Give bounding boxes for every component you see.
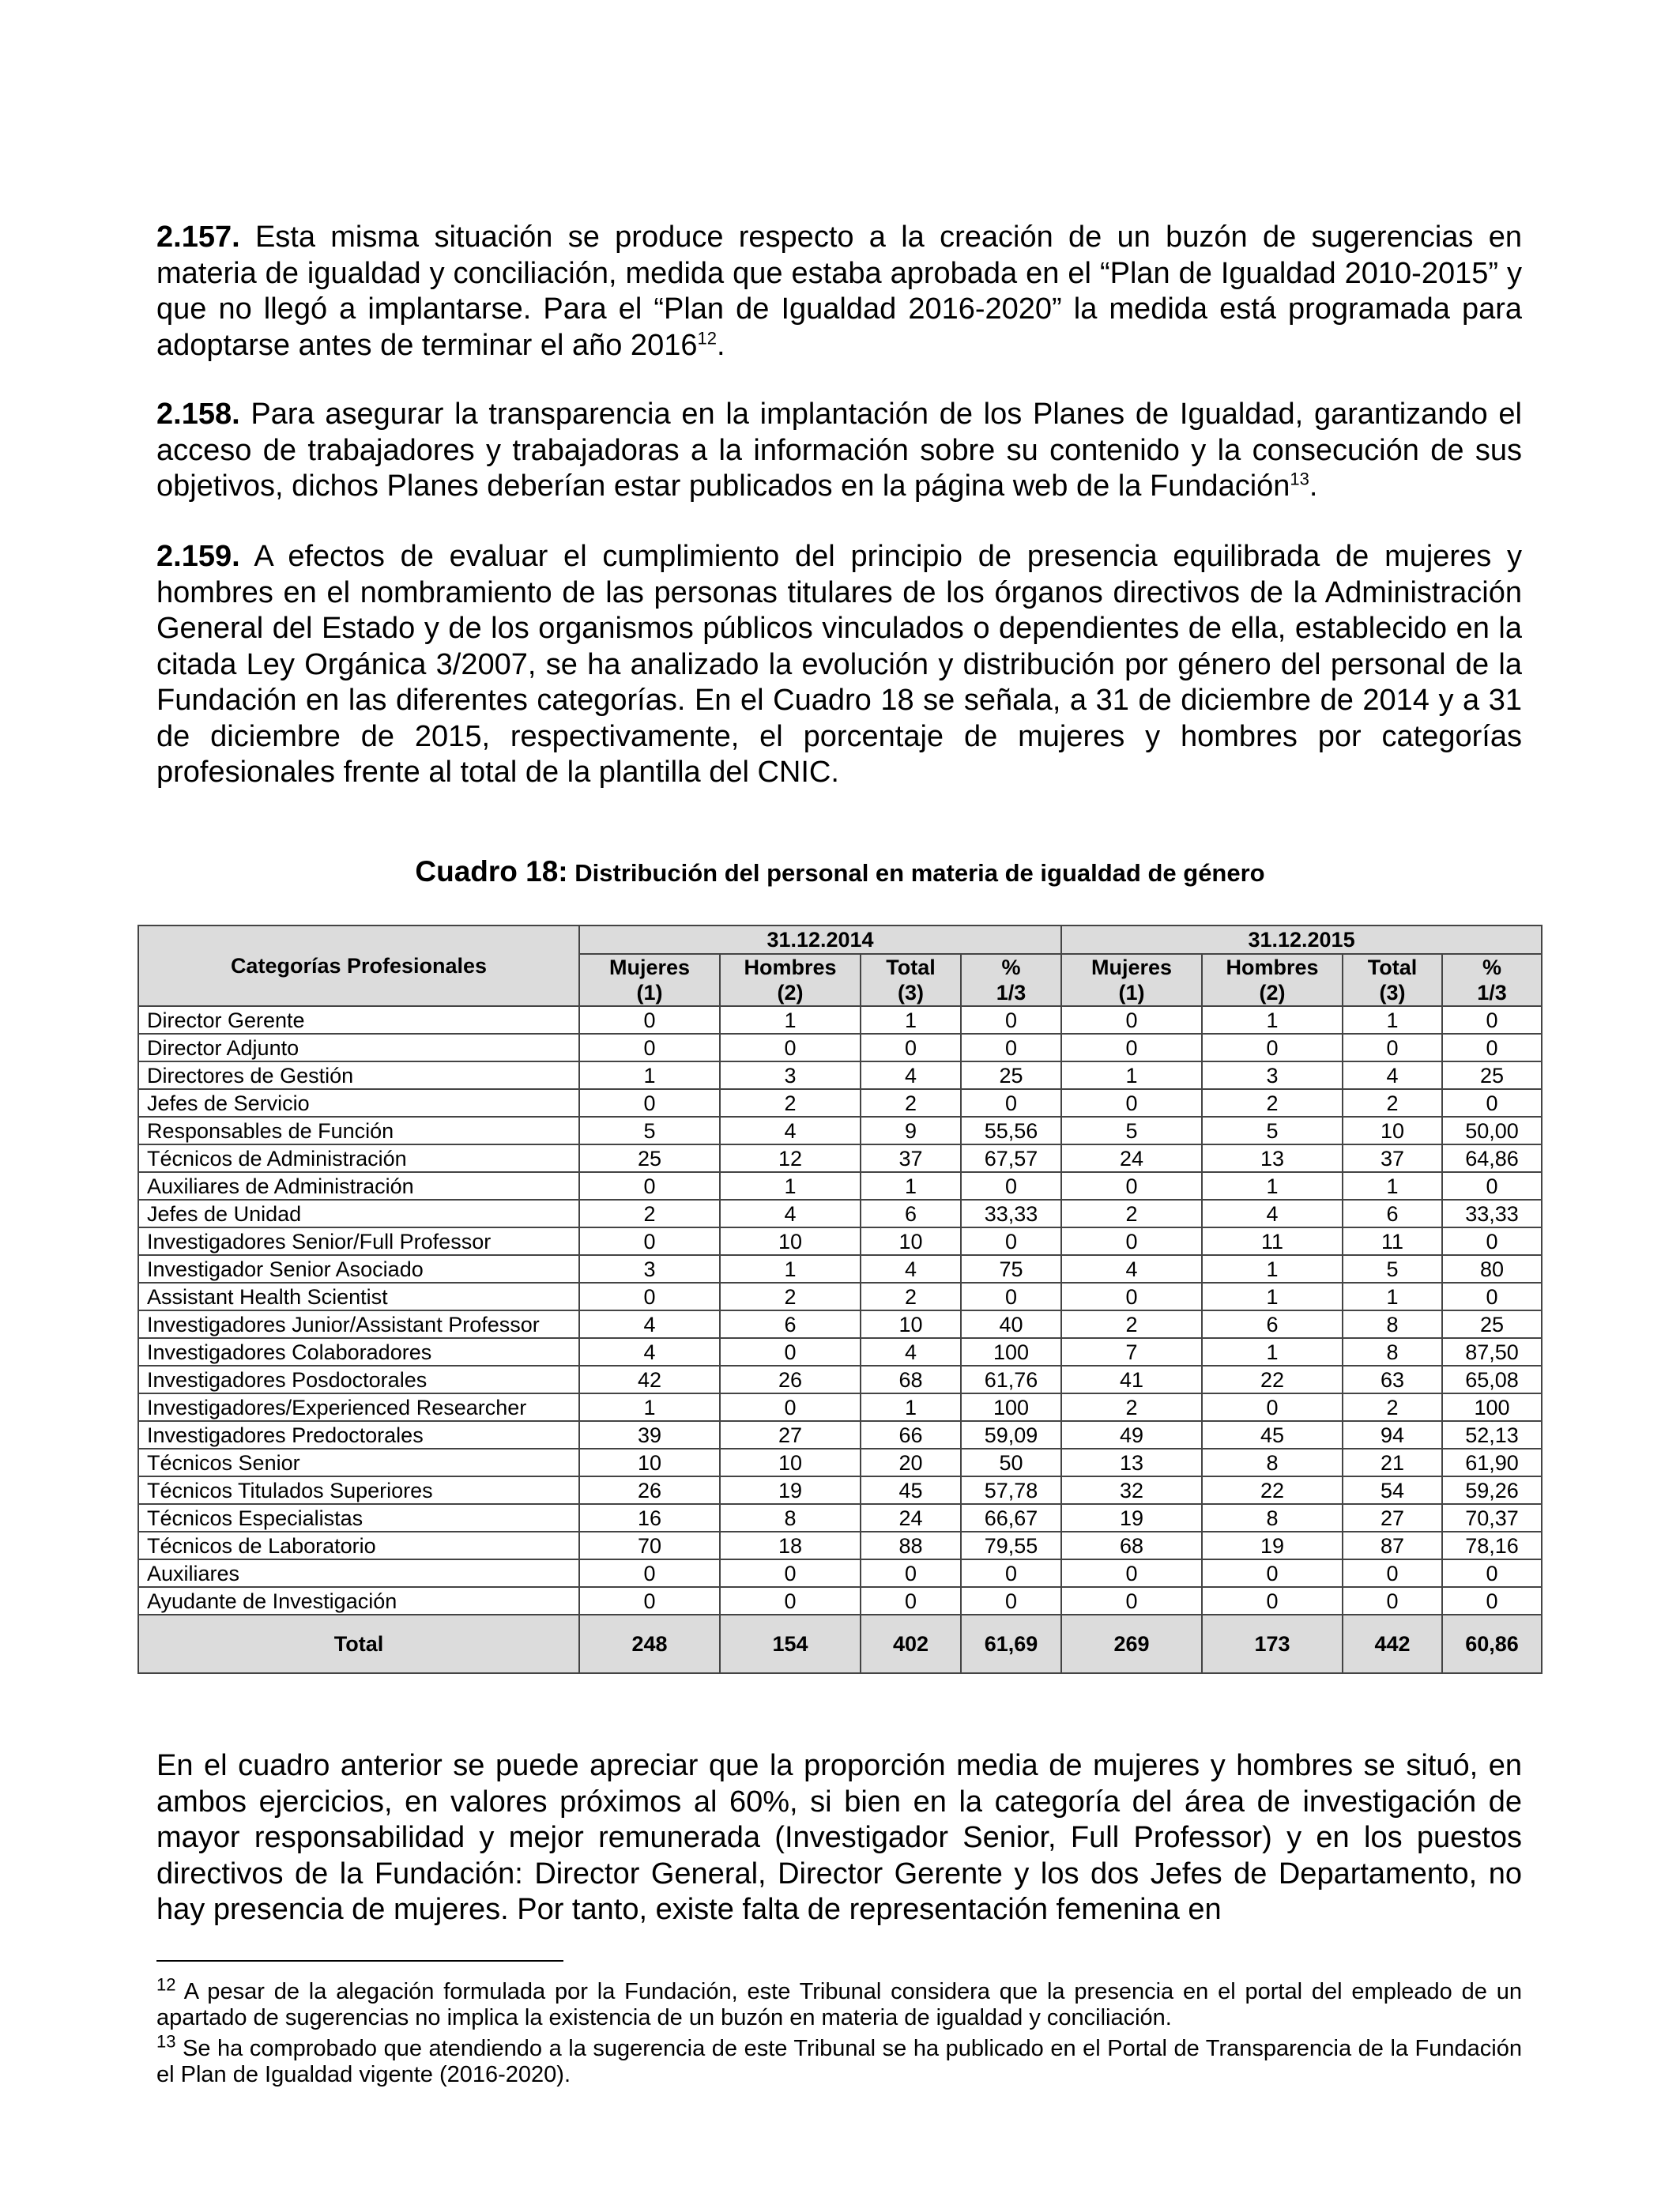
- value-cell: 10: [1343, 1117, 1442, 1144]
- value-cell: 269: [1061, 1615, 1202, 1673]
- value-cell: 55,56: [961, 1117, 1061, 1144]
- footnote-text: Se ha comprobado que atendiendo a la sugerencia de este Tribunal se ha publicado en el Portal de Transparencia de la Fundación el Plan de Igualdad vigente (2016-2020).: [156, 2036, 1522, 2087]
- value-cell: 26: [579, 1476, 720, 1504]
- paragraph-number: 2.158.: [156, 398, 240, 431]
- footnote-mark: 13: [156, 2031, 176, 2052]
- category-cell: Investigadores/Experienced Researcher: [138, 1393, 579, 1421]
- value-cell: 68: [861, 1366, 961, 1393]
- value-cell: 70: [579, 1532, 720, 1559]
- value-cell: 25: [1442, 1310, 1542, 1338]
- table-row: [138, 1532, 1542, 1559]
- value-cell: 10: [720, 1449, 861, 1476]
- value-cell: 0: [1343, 1559, 1442, 1587]
- value-cell: 1: [1343, 1006, 1442, 1034]
- value-cell: 61,69: [961, 1615, 1061, 1673]
- column-header-label: %: [1001, 956, 1021, 979]
- value-cell: 0: [720, 1587, 861, 1615]
- value-cell: 0: [861, 1587, 961, 1615]
- value-cell: 1: [579, 1061, 720, 1089]
- value-cell: 5: [1343, 1255, 1442, 1283]
- value-cell: 33,33: [961, 1200, 1061, 1227]
- table-row: [138, 1034, 1542, 1061]
- category-cell: Técnicos de Laboratorio: [138, 1532, 579, 1559]
- value-cell: 5: [1202, 1117, 1343, 1144]
- value-cell: 2: [720, 1283, 861, 1310]
- value-cell: 2: [1343, 1089, 1442, 1117]
- category-cell: Técnicos Senior: [138, 1449, 579, 1476]
- value-cell: 11: [1343, 1227, 1442, 1255]
- category-cell: Investigadores Junior/Assistant Professor: [138, 1310, 579, 1338]
- value-cell: 0: [961, 1089, 1061, 1117]
- table-row: [138, 1283, 1542, 1310]
- value-cell: 10: [579, 1449, 720, 1476]
- column-header: [1061, 954, 1202, 1006]
- category-cell: Ayudante de Investigación: [138, 1587, 579, 1615]
- value-cell: 41: [1061, 1366, 1202, 1393]
- paragraph-text: Para asegurar la transparencia en la implantación de los Planes de Igualdad, garantizando el acceso de trabajadores y trabajadoras a la información sobre su contenido y la consecución de sus objetivos, dichos Planes deberían estar publicados en la página web de la Fundación: [156, 398, 1522, 503]
- column-header: [1202, 954, 1343, 1006]
- table-row: [138, 1117, 1542, 1144]
- value-cell: 19: [720, 1476, 861, 1504]
- value-cell: 3: [1202, 1061, 1343, 1089]
- value-cell: 100: [961, 1393, 1061, 1421]
- value-cell: 0: [579, 1559, 720, 1587]
- value-cell: 50,00: [1442, 1117, 1542, 1144]
- value-cell: 59,09: [961, 1421, 1061, 1449]
- category-cell: Director Adjunto: [138, 1034, 579, 1061]
- category-cell: Técnicos de Administración: [138, 1144, 579, 1172]
- footnote-mark: 12: [156, 1974, 176, 1995]
- value-cell: 0: [1442, 1559, 1542, 1587]
- table-caption: [0, 856, 1680, 889]
- value-cell: 4: [1202, 1200, 1343, 1227]
- value-cell: 4: [861, 1061, 961, 1089]
- value-cell: 2: [861, 1089, 961, 1117]
- value-cell: 0: [961, 1172, 1061, 1200]
- value-cell: 4: [720, 1200, 861, 1227]
- value-cell: 8: [720, 1504, 861, 1532]
- value-cell: 1: [1343, 1172, 1442, 1200]
- column-header: [579, 954, 720, 1006]
- paragraph-text: Esta misma situación se produce respecto a la creación de un buzón de sugerencias en materia de igualdad y conciliación, medida que estaba aprobada en el “Plan de Igualdad 2010-2015” y que no llegó a implantarse. Para el “Plan de Igualdad 2016-2020” la medida está programada para adoptarse antes de terminar el año 2016: [156, 221, 1522, 362]
- paragraph-number: 2.157.: [156, 221, 240, 254]
- value-cell: 94: [1343, 1421, 1442, 1449]
- value-cell: 0: [1202, 1559, 1343, 1587]
- column-header: [1343, 954, 1442, 1006]
- value-cell: 6: [861, 1200, 961, 1227]
- value-cell: 0: [1202, 1587, 1343, 1615]
- value-cell: 80: [1442, 1255, 1542, 1283]
- value-cell: 0: [1061, 1006, 1202, 1034]
- footnote-text: A pesar de la alegación formulada por la Fundación, este Tribunal considera que la presencia en el portal del empleado de un apartado de sugerencias no implica la existencia de un buzón en materia de igualdad y conciliación.: [156, 1979, 1522, 2030]
- value-cell: 0: [1061, 1283, 1202, 1310]
- value-cell: 2: [1061, 1393, 1202, 1421]
- value-cell: 27: [720, 1421, 861, 1449]
- table-row: [138, 1587, 1542, 1615]
- paragraph-tail: .: [716, 328, 725, 362]
- column-header-sub: 1/3: [996, 981, 1026, 1005]
- value-cell: 0: [1442, 1006, 1542, 1034]
- table-body: [138, 1006, 1542, 1673]
- table-row: [138, 1172, 1542, 1200]
- column-header-sub: (3): [898, 981, 924, 1005]
- value-cell: 0: [1442, 1283, 1542, 1310]
- table-row: [138, 1089, 1542, 1117]
- value-cell: 3: [720, 1061, 861, 1089]
- value-cell: 60,86: [1442, 1615, 1542, 1673]
- paragraph-2-158: [156, 397, 1522, 505]
- category-cell: Director Gerente: [138, 1006, 579, 1034]
- value-cell: 52,13: [1442, 1421, 1542, 1449]
- value-cell: 4: [861, 1255, 961, 1283]
- year-header-2015: 31.12.2015: [1061, 925, 1542, 954]
- value-cell: 0: [1442, 1587, 1542, 1615]
- column-header: [1442, 954, 1542, 1006]
- value-cell: 10: [720, 1227, 861, 1255]
- value-cell: 0: [1061, 1034, 1202, 1061]
- value-cell: 4: [579, 1338, 720, 1366]
- value-cell: 1: [1202, 1338, 1343, 1366]
- value-cell: 1: [1202, 1283, 1343, 1310]
- category-cell: Investigador Senior Asociado: [138, 1255, 579, 1283]
- footnote-separator: [156, 1960, 563, 1962]
- column-header-sub: (2): [1259, 981, 1286, 1005]
- value-cell: 4: [720, 1117, 861, 1144]
- value-cell: 68: [1061, 1532, 1202, 1559]
- value-cell: 0: [579, 1172, 720, 1200]
- paragraph-number: 2.159.: [156, 540, 240, 573]
- value-cell: 8: [1343, 1310, 1442, 1338]
- value-cell: 19: [1202, 1532, 1343, 1559]
- category-cell: Assistant Health Scientist: [138, 1283, 579, 1310]
- value-cell: 0: [961, 1006, 1061, 1034]
- value-cell: 1: [1061, 1061, 1202, 1089]
- value-cell: 24: [861, 1504, 961, 1532]
- value-cell: 2: [861, 1283, 961, 1310]
- column-header-label: Mujeres: [1090, 956, 1173, 979]
- value-cell: 10: [861, 1227, 961, 1255]
- value-cell: 45: [1202, 1421, 1343, 1449]
- value-cell: 0: [1202, 1034, 1343, 1061]
- value-cell: 40: [961, 1310, 1061, 1338]
- value-cell: 8: [1202, 1449, 1343, 1476]
- paragraph-2-159: [156, 539, 1522, 791]
- value-cell: 2: [1061, 1200, 1202, 1227]
- category-cell: Técnicos Especialistas: [138, 1504, 579, 1532]
- value-cell: 67,57: [961, 1144, 1061, 1172]
- value-cell: 11: [1202, 1227, 1343, 1255]
- caption-lead: Cuadro 18:: [415, 855, 568, 888]
- category-cell: Auxiliares: [138, 1559, 579, 1587]
- value-cell: 22: [1202, 1476, 1343, 1504]
- value-cell: 4: [579, 1310, 720, 1338]
- total-row: [138, 1615, 1542, 1673]
- value-cell: 0: [961, 1283, 1061, 1310]
- category-cell: Investigadores Colaboradores: [138, 1338, 579, 1366]
- value-cell: 87,50: [1442, 1338, 1542, 1366]
- value-cell: 66: [861, 1421, 961, 1449]
- table-row: [138, 1366, 1542, 1393]
- value-cell: 0: [720, 1034, 861, 1061]
- column-header-sub: (1): [1118, 981, 1145, 1005]
- column-header: [720, 954, 861, 1006]
- value-cell: 0: [861, 1559, 961, 1587]
- table-row: [138, 1006, 1542, 1034]
- value-cell: 402: [861, 1615, 961, 1673]
- value-cell: 2: [1061, 1310, 1202, 1338]
- year-header-2014: 31.12.2014: [579, 925, 1061, 954]
- value-cell: 442: [1343, 1615, 1442, 1673]
- value-cell: 0: [1442, 1089, 1542, 1117]
- value-cell: 1: [1343, 1283, 1442, 1310]
- table-row: [138, 1559, 1542, 1587]
- value-cell: 173: [1202, 1615, 1343, 1673]
- value-cell: 0: [1061, 1227, 1202, 1255]
- value-cell: 0: [961, 1559, 1061, 1587]
- value-cell: 13: [1061, 1449, 1202, 1476]
- paragraph-text: A efectos de evaluar el cumplimiento del principio de presencia equilibrada de mujeres y hombres en el nombramiento de las personas titulares de los órganos directivos de la Administración General del Estado y de los organismos públicos vinculados o dependientes de ella, establecido en la citada Ley Orgánica 3/2007, se ha analizado la evolución y distribución por género del personal de la Fundación en las diferentes categorías. En el Cuadro 18 se señala, a 31 de diciembre de 2014 y a 31 de diciembre de 2015, respectivamente, el porcentaje de mujeres y hombres por categorías profesionales frente al total de la plantilla del CNIC.: [156, 540, 1522, 789]
- value-cell: 66,67: [961, 1504, 1061, 1532]
- value-cell: 78,16: [1442, 1532, 1542, 1559]
- value-cell: 33,33: [1442, 1200, 1542, 1227]
- value-cell: 61,76: [961, 1366, 1061, 1393]
- value-cell: 0: [720, 1559, 861, 1587]
- category-cell: Jefes de Unidad: [138, 1200, 579, 1227]
- value-cell: 0: [1202, 1393, 1343, 1421]
- column-header-sub: (2): [777, 981, 804, 1005]
- value-cell: 248: [579, 1615, 720, 1673]
- value-cell: 13: [1202, 1144, 1343, 1172]
- value-cell: 39: [579, 1421, 720, 1449]
- value-cell: 25: [579, 1144, 720, 1172]
- value-cell: 7: [1061, 1338, 1202, 1366]
- value-cell: 5: [1061, 1117, 1202, 1144]
- value-cell: 25: [1442, 1061, 1542, 1089]
- value-cell: 0: [579, 1089, 720, 1117]
- table-row: [138, 1310, 1542, 1338]
- value-cell: 65,08: [1442, 1366, 1542, 1393]
- column-header-label: Total: [1367, 956, 1418, 979]
- value-cell: 4: [861, 1338, 961, 1366]
- column-header: [961, 954, 1061, 1006]
- table-row: [138, 1476, 1542, 1504]
- column-header-label: Total: [886, 956, 936, 979]
- value-cell: 1: [579, 1393, 720, 1421]
- footnote-13: [156, 2031, 1522, 2088]
- column-header-label: Hombres: [744, 956, 837, 979]
- category-cell: Directores de Gestión: [138, 1061, 579, 1089]
- value-cell: 6: [1202, 1310, 1343, 1338]
- value-cell: 2: [579, 1200, 720, 1227]
- value-cell: 10: [861, 1310, 961, 1338]
- value-cell: 0: [1442, 1034, 1542, 1061]
- value-cell: 20: [861, 1449, 961, 1476]
- footnote-12: [156, 1974, 1522, 2031]
- value-cell: 12: [720, 1144, 861, 1172]
- value-cell: 61,90: [1442, 1449, 1542, 1476]
- category-cell: Investigadores Senior/Full Professor: [138, 1227, 579, 1255]
- year-header-row: [138, 925, 1542, 954]
- value-cell: 6: [1343, 1200, 1442, 1227]
- value-cell: 154: [720, 1615, 861, 1673]
- column-header-sub: (1): [636, 981, 663, 1005]
- value-cell: 1: [720, 1172, 861, 1200]
- column-header-label: Hombres: [1226, 956, 1319, 979]
- value-cell: 1: [1202, 1255, 1343, 1283]
- table-row: [138, 1255, 1542, 1283]
- value-cell: 2: [1343, 1393, 1442, 1421]
- value-cell: 21: [1343, 1449, 1442, 1476]
- paragraph-tail: .: [1309, 469, 1318, 503]
- value-cell: 0: [861, 1034, 961, 1061]
- value-cell: 1: [861, 1393, 961, 1421]
- category-cell: Técnicos Titulados Superiores: [138, 1476, 579, 1504]
- value-cell: 1: [861, 1006, 961, 1034]
- value-cell: 49: [1061, 1421, 1202, 1449]
- footnote-ref[interactable]: 13: [1290, 469, 1309, 489]
- value-cell: 19: [1061, 1504, 1202, 1532]
- value-cell: 1: [720, 1255, 861, 1283]
- value-cell: 0: [579, 1227, 720, 1255]
- value-cell: 0: [1061, 1172, 1202, 1200]
- table-row: [138, 1504, 1542, 1532]
- value-cell: 75: [961, 1255, 1061, 1283]
- value-cell: 22: [1202, 1366, 1343, 1393]
- paragraph-analysis: En el cuadro anterior se puede apreciar que la proporción media de mujeres y hombres se situó, en ambos ejercicios, en valores próximos al 60%, si bien en la categoría del área de investigación de mayor responsabilidad y mejor remunerada (Investigador Senior, Full Professor) y en los puestos directivos de la Fundación: Director General, Director Gerente y los dos Jefes de Departamento, no hay presencia de mujeres. Por tanto, existe falta de representación femenina en: [156, 1749, 1522, 1926]
- value-cell: 26: [720, 1366, 861, 1393]
- table-row: [138, 1338, 1542, 1366]
- table-row: [138, 1144, 1542, 1172]
- footnote-ref[interactable]: 12: [697, 327, 717, 348]
- value-cell: 0: [720, 1393, 861, 1421]
- value-cell: 24: [1061, 1144, 1202, 1172]
- value-cell: 88: [861, 1532, 961, 1559]
- value-cell: 1: [1202, 1006, 1343, 1034]
- value-cell: 57,78: [961, 1476, 1061, 1504]
- column-header-sub: (3): [1379, 981, 1406, 1005]
- table-row: [138, 1061, 1542, 1089]
- value-cell: 42: [579, 1366, 720, 1393]
- value-cell: 100: [1442, 1393, 1542, 1421]
- value-cell: 9: [861, 1117, 961, 1144]
- category-cell: Jefes de Servicio: [138, 1089, 579, 1117]
- value-cell: 79,55: [961, 1532, 1061, 1559]
- value-cell: 0: [961, 1034, 1061, 1061]
- category-cell: Auxiliares de Administración: [138, 1172, 579, 1200]
- category-cell: Investigadores Posdoctorales: [138, 1366, 579, 1393]
- table-row: [138, 1393, 1542, 1421]
- value-cell: 0: [720, 1338, 861, 1366]
- value-cell: 8: [1343, 1338, 1442, 1366]
- paragraph-2-157: [156, 220, 1522, 364]
- value-cell: 1: [861, 1172, 961, 1200]
- value-cell: 32: [1061, 1476, 1202, 1504]
- value-cell: 6: [720, 1310, 861, 1338]
- value-cell: 70,37: [1442, 1504, 1542, 1532]
- table-row: [138, 1449, 1542, 1476]
- value-cell: 1: [720, 1006, 861, 1034]
- value-cell: 0: [1343, 1034, 1442, 1061]
- value-cell: 16: [579, 1504, 720, 1532]
- value-cell: 0: [579, 1034, 720, 1061]
- value-cell: 27: [1343, 1504, 1442, 1532]
- value-cell: 0: [1061, 1089, 1202, 1117]
- value-cell: 18: [720, 1532, 861, 1559]
- value-cell: 59,26: [1442, 1476, 1542, 1504]
- value-cell: 0: [579, 1006, 720, 1034]
- value-cell: 4: [1343, 1061, 1442, 1089]
- category-cell: Total: [138, 1615, 579, 1673]
- value-cell: 50: [961, 1449, 1061, 1476]
- column-header-sub: 1/3: [1477, 981, 1507, 1005]
- category-header: Categorías Profesionales: [138, 925, 579, 1006]
- value-cell: 2: [720, 1089, 861, 1117]
- value-cell: 100: [961, 1338, 1061, 1366]
- gender-distribution-table: [137, 925, 1543, 1674]
- table-row: [138, 1421, 1542, 1449]
- value-cell: 5: [579, 1117, 720, 1144]
- value-cell: 4: [1061, 1255, 1202, 1283]
- value-cell: 0: [1442, 1227, 1542, 1255]
- value-cell: 54: [1343, 1476, 1442, 1504]
- value-cell: 0: [1061, 1559, 1202, 1587]
- category-cell: Investigadores Predoctorales: [138, 1421, 579, 1449]
- value-cell: 3: [579, 1255, 720, 1283]
- value-cell: 0: [1061, 1587, 1202, 1615]
- column-header-label: Mujeres: [608, 956, 691, 979]
- value-cell: 37: [1343, 1144, 1442, 1172]
- column-header: [861, 954, 961, 1006]
- table-row: [138, 1227, 1542, 1255]
- column-header-label: %: [1482, 956, 1502, 979]
- value-cell: 0: [579, 1587, 720, 1615]
- value-cell: 0: [1442, 1172, 1542, 1200]
- value-cell: 1: [1202, 1172, 1343, 1200]
- value-cell: 0: [579, 1283, 720, 1310]
- value-cell: 8: [1202, 1504, 1343, 1532]
- value-cell: 0: [1343, 1587, 1442, 1615]
- value-cell: 0: [961, 1587, 1061, 1615]
- table-row: [138, 1200, 1542, 1227]
- value-cell: 37: [861, 1144, 961, 1172]
- category-cell: Responsables de Función: [138, 1117, 579, 1144]
- value-cell: 0: [961, 1227, 1061, 1255]
- caption-title: Distribución del personal en materia de igualdad de género: [567, 859, 1265, 887]
- value-cell: 2: [1202, 1089, 1343, 1117]
- value-cell: 63: [1343, 1366, 1442, 1393]
- value-cell: 25: [961, 1061, 1061, 1089]
- value-cell: 87: [1343, 1532, 1442, 1559]
- value-cell: 64,86: [1442, 1144, 1542, 1172]
- value-cell: 45: [861, 1476, 961, 1504]
